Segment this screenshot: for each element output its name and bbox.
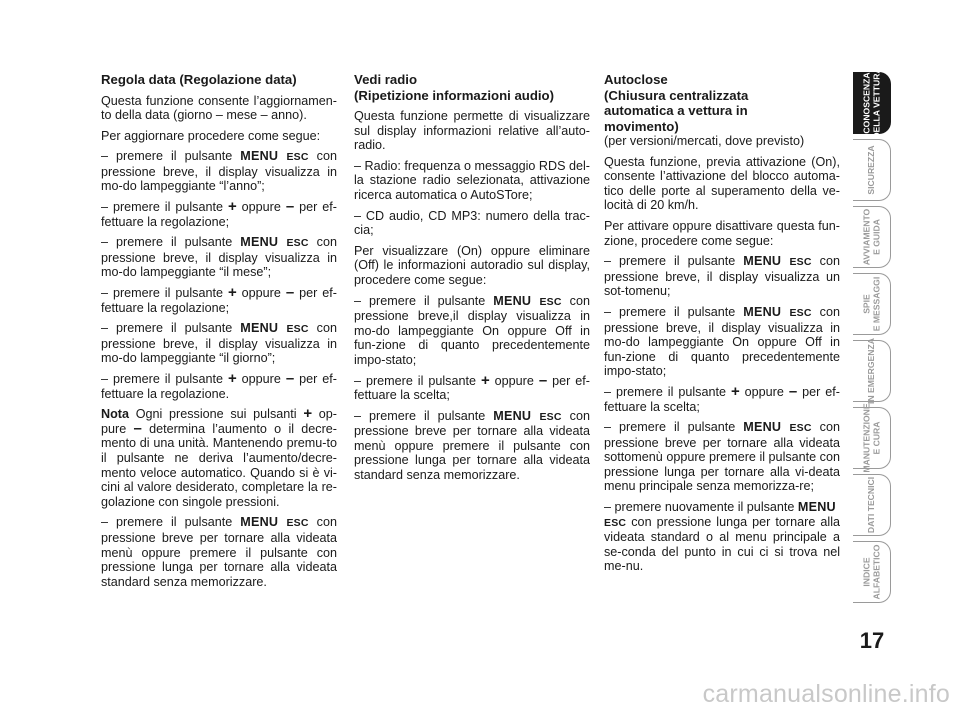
tab-label: CONOSCENZA DELLA VETTURA xyxy=(860,67,881,139)
paragraph: Per attivare oppure disattivare questa fun-zione, procedere come segue: xyxy=(604,218,840,248)
plus-key: + xyxy=(227,198,237,216)
step: – premere il pulsante + oppure – per ef-fettuare la regolazione. xyxy=(101,370,337,401)
tab-spie-e-messaggi[interactable] xyxy=(853,273,891,335)
watermark: carmanualsonline.info xyxy=(702,680,950,708)
tab-label: AVVIAMENTO E GUIDA xyxy=(860,208,881,266)
menu-esc-key: MENU ESC xyxy=(240,321,309,336)
plus-key: + xyxy=(480,371,490,389)
paragraph: Per visualizzare (On) oppure eliminare (Off) le informazioni autoradio sul display, procedere come segue: xyxy=(354,243,590,287)
tab-manutenzione-e-cura[interactable] xyxy=(853,403,891,473)
paragraph: Questa funzione permette di visualizzare sul display informazioni relative all’auto-radio. xyxy=(354,109,590,153)
plus-key: + xyxy=(730,382,740,400)
plus-key: + xyxy=(303,405,313,423)
step: – premere il pulsante MENU ESC con pressione breve, il display visualizza in mo-do lampeggiante “l’anno”; xyxy=(101,149,337,194)
menu-esc-key: MENU ESC xyxy=(240,235,309,250)
minus-key: – xyxy=(133,419,142,437)
menu-esc-key: MENU ESC xyxy=(240,149,309,164)
section-title-autoclose: Autoclose (Chiusura centralizzata automatica a vettura in movimento) xyxy=(604,72,749,134)
step: – premere il pulsante MENU ESC con pressione breve, il display visualizza un sot-tomenu; xyxy=(604,254,840,299)
tab-indice-alfabetico[interactable] xyxy=(853,541,891,603)
section-title-vedi-radio: Vedi radio (Ripetizione informazioni audio) xyxy=(354,72,555,103)
paragraph: Per aggiornare procedere come segue: xyxy=(101,128,321,143)
menu-esc-key: MENU ESC xyxy=(743,304,812,319)
step: – premere nuovamente il pulsante MENU ESC con pressione lunga per tornare alla videata standard o al menu principale a se-conda del punto in cui ci si trova nel me-nu. xyxy=(604,500,840,574)
section-title-regola-data: Regola data (Regolazione data) xyxy=(101,72,297,87)
tab-label: IN EMERGENZA xyxy=(865,338,876,404)
step: – premere il pulsante + oppure – per ef-fettuare la regolazione; xyxy=(101,284,337,315)
step: – premere il pulsante MENU ESC con pressione breve, il display visualizza in mo-do lampeggiante “il giorno”; xyxy=(101,321,337,366)
tab-avviamento-e-guida[interactable] xyxy=(853,206,891,268)
minus-key: – xyxy=(285,198,295,216)
step: – premere il pulsante MENU ESC con pressione breve per tornare alla videata menù oppure premere il pulsante con pressione lunga per tornare alla videata standard senza memorizzare. xyxy=(354,408,590,483)
menu-key: MENU xyxy=(797,500,836,515)
plus-key: + xyxy=(227,284,237,302)
esc-key: ESC xyxy=(604,516,627,529)
minus-key: – xyxy=(788,382,798,400)
step: – premere il pulsante + oppure – per ef-fettuare la scelta; xyxy=(604,382,840,414)
step: – premere il pulsante + oppure – per ef-fettuare la scelta; xyxy=(354,371,590,403)
tab-label: SPIE E MESSAGGI xyxy=(860,276,881,332)
paragraph: – CD audio, CD MP3: numero della trac-cia; xyxy=(354,208,590,238)
menu-esc-key: MENU ESC xyxy=(493,293,562,308)
tab-label: INDICE ALFABETICO xyxy=(860,544,881,600)
minus-key: – xyxy=(285,284,295,302)
step: – premere il pulsante + oppure – per ef-fettuare la regolazione; xyxy=(101,198,337,229)
tab-label: MANUTENZIONE E CURA xyxy=(860,403,881,473)
minus-key: – xyxy=(285,370,295,387)
section-subtitle: (per versioni/mercati, dove previsto) xyxy=(604,134,805,148)
tab-label: SICUREZZA xyxy=(865,145,876,195)
chapter-tabs xyxy=(853,67,891,608)
step: – premere il pulsante MENU ESC con pressione breve, il display visualizza in mo-do lampeggiante “il mese”; xyxy=(101,235,337,280)
menu-esc-key: MENU ESC xyxy=(240,515,309,530)
tab-sicurezza[interactable] xyxy=(853,139,891,201)
menu-esc-key: MENU ESC xyxy=(493,408,562,423)
step: – premere il pulsante MENU ESC con pressione breve, il display visualizza in mo-do lampeggiante On oppure Off in fun-zione di quanto precedentemente impo-stato; xyxy=(604,304,840,379)
tab-in-emergenza[interactable] xyxy=(853,340,891,402)
minus-key: – xyxy=(538,371,548,389)
tab-label: DATI TECNICI xyxy=(865,476,876,534)
paragraph: Questa funzione consente l’aggiornamen-to della data (giorno – mese – anno). xyxy=(101,93,337,123)
column-autoclose xyxy=(604,72,840,580)
tab-conoscenza-della-vettura[interactable] xyxy=(853,67,891,139)
paragraph: – Radio: frequenza o messaggio RDS del-la stazione radio selezionata, attivazione ricerca automatica o AutoSTore; xyxy=(354,158,590,202)
column-regola-data xyxy=(101,72,337,595)
tab-dati-tecnici[interactable] xyxy=(853,474,891,536)
step: – premere il pulsante MENU ESC con pressione breve per tornare alla videata sottomenù oppure premere il pulsante con pressione lunga per tornare alla vi-deata menu principale senza memorizza-re; xyxy=(604,420,840,494)
step: – premere il pulsante MENU ESC con pressione breve per tornare alla videata menù oppure premere il pulsante con pressione lunga per tornare alla videata standard senza memorizzare. xyxy=(101,515,337,589)
page-number: 17 xyxy=(859,628,885,653)
step: – premere il pulsante MENU ESC con pressione breve,il display visualizza in mo-do lampeggiante On oppure Off in fun-zione di quanto precedentemente impo-stato; xyxy=(354,293,590,367)
menu-esc-key: MENU ESC xyxy=(743,420,812,435)
paragraph: Questa funzione, previa attivazione (On), consente l’attivazione del blocco automa-tico delle porte al superamento della ve-locità di 20 km/h. xyxy=(604,154,840,213)
plus-key: + xyxy=(227,370,237,387)
menu-esc-key: MENU ESC xyxy=(743,254,812,269)
column-vedi-radio xyxy=(354,72,590,489)
note: Nota Ogni pressione sui pulsanti + op-pure – determina l’aumento o il decre-mento di una unità. Mantenendo premu-to il pulsante ne deriva l’aumento/decre-mento veloce automatico. Quando si è vi-cini al valore desiderato, completare la re-golazione con singole pressioni. xyxy=(101,405,337,509)
